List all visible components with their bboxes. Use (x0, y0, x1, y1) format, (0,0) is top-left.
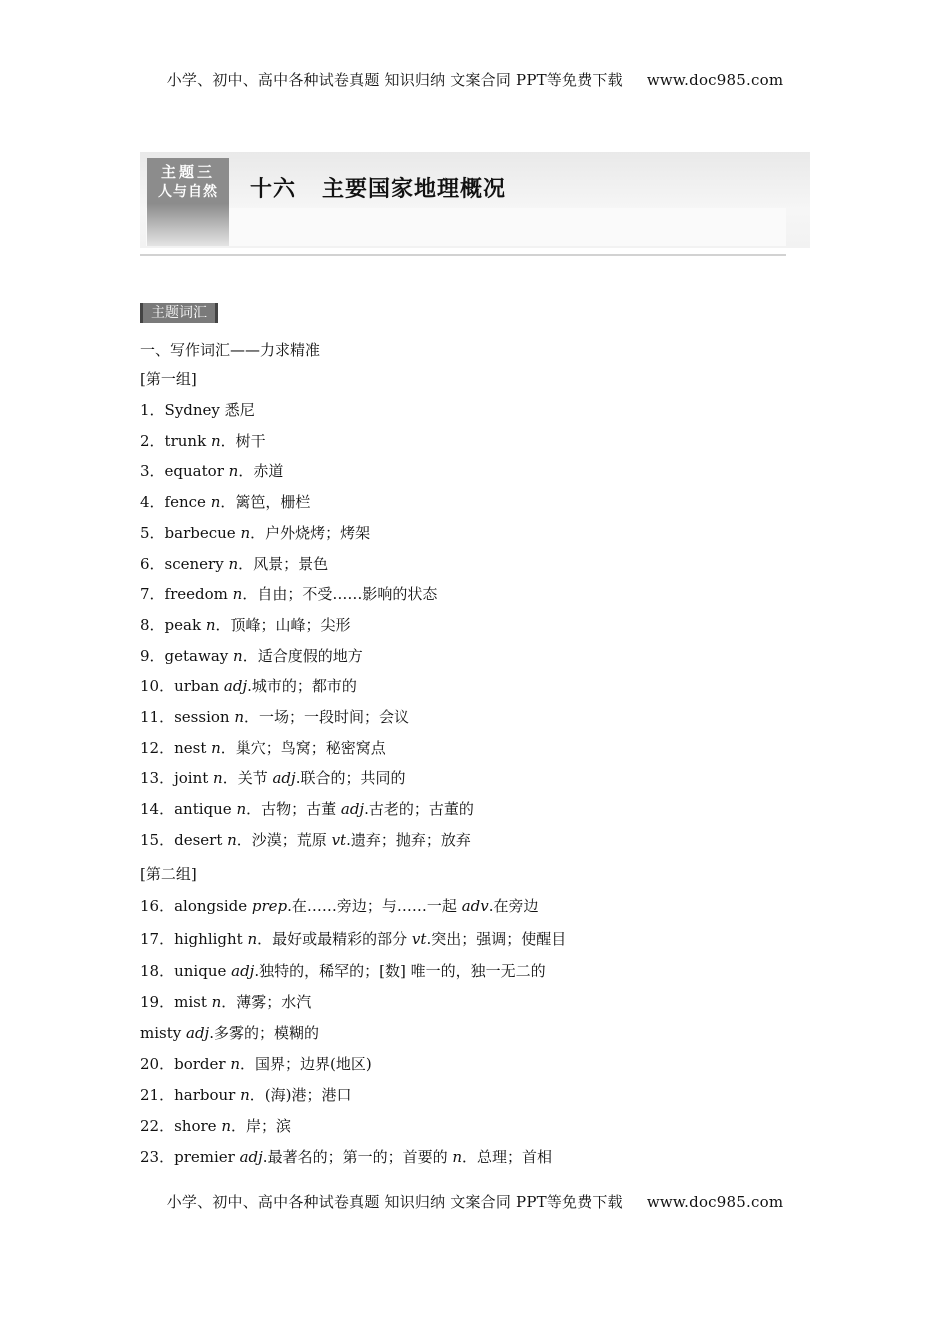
section-heading: 一、写作词汇——力求精准 (140, 341, 321, 359)
entry-number: 12． (140, 738, 175, 757)
part-of-speech: adj (223, 677, 248, 696)
entry-meaning: .独特的，稀罕的；[数] 唯一的，独一无二的 (254, 962, 546, 980)
part-of-speech: n (452, 1148, 463, 1166)
part-of-speech: n (233, 646, 243, 665)
group-label: [第一组] (140, 370, 197, 388)
entry-meaning: .遗弃；抛弃；放弃 (346, 830, 471, 849)
vocab-entry (140, 1084, 352, 1106)
part-of-speech: n (234, 708, 244, 726)
vocab-entry (140, 991, 311, 1013)
entry-number: 8． (140, 615, 165, 634)
header-site: www.doc985.com (646, 71, 784, 89)
part-of-speech: adj (340, 800, 365, 819)
entry-meaning: ．(海)港；港口 (249, 1086, 352, 1104)
part-of-speech: n (205, 615, 216, 634)
entry-meaning: ．关节 (222, 769, 273, 788)
entry-word: alongside (174, 897, 252, 915)
entry-number: 5． (140, 523, 165, 542)
entry-word: freedom (164, 585, 233, 604)
entry-meaning: ．总理；首相 (462, 1148, 553, 1166)
page-title: 十六 主要国家地理概况 (250, 177, 506, 202)
entry-meaning: ．赤道 (238, 462, 284, 481)
vocab-entry (140, 1022, 319, 1044)
entry-meaning: ．最好或最精彩的部分 (257, 930, 412, 948)
entry-number: 17． (140, 930, 175, 948)
entry-number: 18． (140, 962, 175, 980)
entry-meaning: .在旁边 (488, 897, 539, 915)
entry-word: mist (174, 993, 212, 1011)
entry-meaning: ．沙漠；荒原 (236, 830, 332, 849)
part-of-speech: n (240, 1086, 250, 1104)
entry-word: misty (140, 1024, 186, 1042)
vocab-entry (140, 798, 474, 820)
topic-banner (140, 152, 810, 256)
entry-word: desert (174, 830, 228, 849)
entry-number: 20． (140, 1055, 175, 1073)
entry-word: premier (174, 1148, 240, 1166)
vocab-entry (140, 767, 405, 789)
vocab-entry (140, 583, 437, 605)
vocab-entry (140, 399, 255, 421)
part-of-speech: n (228, 462, 239, 481)
part-of-speech: n (211, 738, 221, 757)
part-of-speech: n (232, 585, 243, 604)
entry-number: 1． (140, 401, 165, 419)
vocab-entry (140, 1115, 291, 1137)
entry-meaning: ．一场；一段时间；会议 (244, 708, 410, 726)
entry-meaning: ．巢穴；鸟窝；秘密窝点 (220, 738, 386, 757)
badge-line1: 主题三 (160, 163, 215, 181)
vocab-entry (140, 737, 386, 759)
part-of-speech: n (211, 993, 222, 1011)
vocab-entry (140, 1053, 372, 1075)
banner-rule (140, 254, 786, 256)
entry-word: nest (174, 738, 212, 757)
vocab-entry (140, 1146, 552, 1168)
entry-word: session (174, 708, 235, 726)
entry-number: 11． (140, 708, 175, 726)
entry-word: joint (174, 769, 214, 788)
part-of-speech: n (240, 523, 251, 542)
entry-word: highlight (174, 930, 248, 948)
vocab-entry (140, 895, 539, 917)
entry-meaning: ．国界；边界(地区) (240, 1055, 372, 1073)
entry-number: 21． (140, 1086, 175, 1104)
entry-meaning: .在……旁边；与……一起 (287, 897, 462, 915)
entry-meaning: .突出；强调；使醒目 (426, 930, 567, 948)
vocab-entry (140, 928, 566, 950)
entry-number: 15． (140, 830, 175, 849)
part-of-speech: n (247, 930, 258, 948)
footer-site: www.doc985.com (646, 1193, 784, 1211)
entry-number: 4． (140, 493, 165, 512)
entry-word: getaway (164, 646, 234, 665)
entry-meaning: .城市的；都市的 (247, 677, 357, 696)
entry-meaning: ．篱笆，栅栏 (220, 493, 311, 512)
vocab-entry (140, 460, 283, 482)
entry-number: 9． (140, 646, 165, 665)
part-of-speech: n (227, 830, 237, 849)
vocab-entry (140, 829, 471, 851)
entry-number: 22． (140, 1117, 175, 1135)
part-of-speech: adv (461, 897, 489, 915)
entry-word: Sydney (164, 401, 225, 419)
entry-word: peak (164, 615, 206, 634)
part-of-speech: adj (272, 769, 296, 788)
entry-number: 23． (140, 1148, 175, 1166)
entry-word: barbecue (164, 523, 241, 542)
part-of-speech: adj (186, 1024, 210, 1042)
topic-badge (147, 158, 229, 246)
entry-meaning: 悉尼 (224, 401, 255, 419)
part-of-speech: n (230, 1055, 240, 1073)
badge-line2: 人与自然 (158, 184, 218, 200)
entry-meaning: ．岸；滨 (230, 1117, 291, 1135)
vocab-entry (140, 645, 363, 667)
part-of-speech: n (210, 493, 221, 512)
part-of-speech: n (213, 769, 223, 788)
entry-number: 19． (140, 993, 175, 1011)
entry-meaning: ．自由；不受……影响的状态 (242, 585, 438, 604)
entry-meaning: ．风景；景色 (238, 554, 329, 573)
entry-word: shore (174, 1117, 222, 1135)
entry-number: 13． (140, 769, 175, 788)
part-of-speech: prep (251, 897, 288, 915)
entry-word: fence (164, 493, 211, 512)
entry-meaning: ．古物；古董 (246, 800, 341, 819)
vocab-entry (140, 430, 266, 452)
entry-meaning: ．适合度假的地方 (242, 646, 363, 665)
group-label: [第二组] (140, 865, 197, 883)
vocab-entry (140, 960, 546, 982)
entry-number: 6． (140, 554, 165, 573)
page-header (0, 69, 950, 90)
entry-meaning: .多雾的；模糊的 (209, 1024, 319, 1042)
entry-meaning: .联合的；共同的 (295, 769, 406, 788)
entry-number: 2． (140, 431, 165, 450)
entry-number: 3． (140, 462, 165, 481)
entry-word: antique (174, 800, 237, 819)
header-text: 小学、初中、高中各种试卷真题 知识归纳 文案合同 PPT等免费下载 (166, 71, 623, 89)
entry-meaning: .最著名的；第一的；首要的 (262, 1148, 453, 1166)
vocab-entry (140, 706, 409, 728)
entry-word: unique (174, 962, 232, 980)
part-of-speech: n (210, 431, 221, 450)
entry-meaning: ．顶峰；山峰；尖形 (215, 615, 351, 634)
entry-word: equator (164, 462, 229, 481)
part-of-speech: n (236, 800, 247, 819)
entry-number: 16． (140, 897, 175, 915)
entry-meaning: ．树干 (220, 431, 266, 450)
entry-number: 14． (140, 800, 175, 819)
entry-number: 10． (140, 677, 175, 696)
vocab-entry (140, 491, 310, 513)
entry-word: urban (174, 677, 224, 696)
entry-meaning: ．户外烧烤；烤架 (250, 523, 371, 542)
section-tag: 主题词汇 (140, 303, 218, 323)
vocab-entry (140, 675, 357, 697)
part-of-speech: adj (239, 1148, 263, 1166)
part-of-speech: vt (411, 930, 427, 948)
entry-meaning: ．薄雾；水汽 (221, 993, 312, 1011)
footer-text: 小学、初中、高中各种试卷真题 知识归纳 文案合同 PPT等免费下载 (166, 1193, 623, 1211)
part-of-speech: n (221, 1117, 231, 1135)
entry-meaning: .古老的；古董的 (364, 800, 474, 819)
entry-word: border (174, 1055, 231, 1073)
entry-number: 7． (140, 585, 165, 604)
entry-word: trunk (164, 431, 211, 450)
vocab-entry (140, 614, 351, 636)
page-footer (0, 1191, 950, 1212)
vocab-entry (140, 553, 328, 575)
part-of-speech: adj (231, 962, 255, 980)
entry-word: harbour (174, 1086, 241, 1104)
entry-word: scenery (164, 554, 229, 573)
vocab-entry (140, 522, 370, 544)
part-of-speech: vt (331, 830, 347, 849)
part-of-speech: n (228, 554, 239, 573)
